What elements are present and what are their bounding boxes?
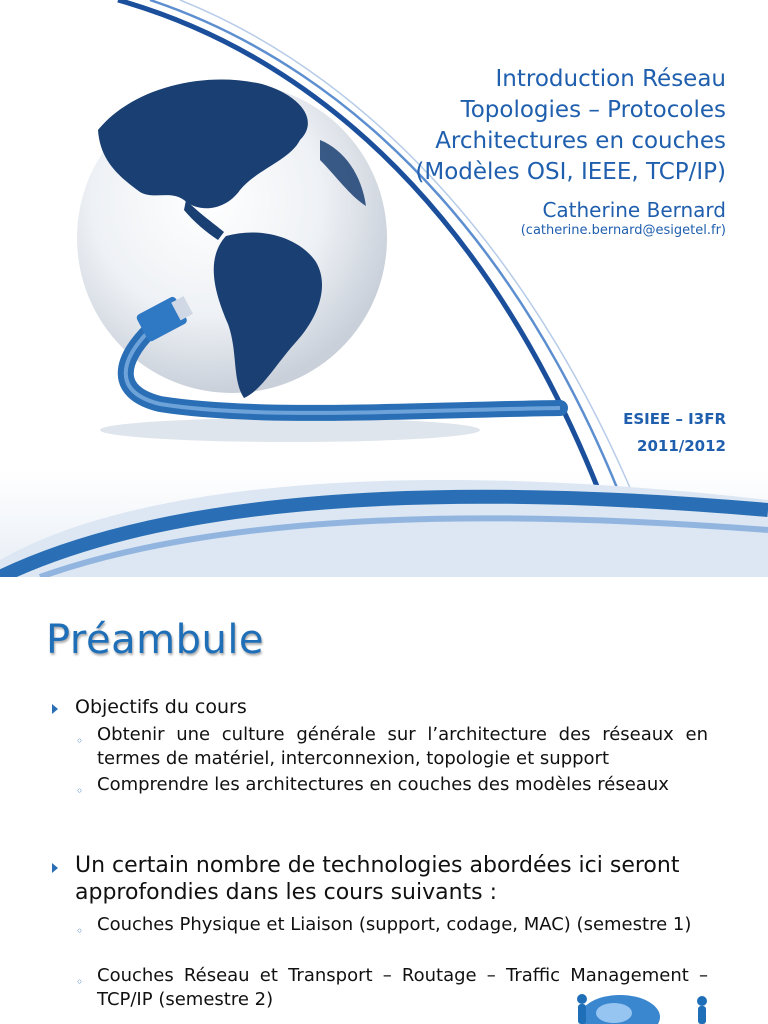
circle-bullet-icon: ◦ — [76, 784, 84, 798]
sub-bullet-text: Comprendre les architectures en couches des modèles réseaux — [97, 774, 669, 795]
sub-bullet-text: Couches Réseau et Transport – Routage – Traffic Management – TCP/IP (semestre 2) — [97, 965, 708, 1010]
circle-bullet-icon: ◦ — [76, 924, 84, 938]
title-line: Introduction Réseau — [495, 66, 726, 92]
slide-title: Préambule — [46, 617, 265, 663]
title-line: (Modèles OSI, IEEE, TCP/IP) — [415, 159, 726, 185]
year-label: 2011/2012 — [637, 437, 726, 455]
bullet-text: Objectifs du cours — [75, 696, 247, 718]
sub-bullet-text: Obtenir une culture générale sur l’architecture des réseaux en termes de matériel, interconnexion, topologie et support — [97, 724, 708, 769]
school-label: ESIEE – I3FR — [623, 410, 726, 428]
author-email: (catherine.bernard@esigetel.fr) — [520, 223, 726, 238]
sub-bullet — [76, 913, 708, 937]
circle-bullet-icon: ◦ — [76, 975, 84, 989]
people-globe-decoration — [560, 987, 730, 1024]
circle-bullet-icon: ◦ — [76, 734, 84, 748]
author-name: Catherine Bernard — [542, 198, 726, 222]
bullet-arrow-icon — [52, 704, 58, 714]
bullet-text-line: Un certain nombre de technologies abordées ici seront — [75, 853, 680, 878]
title-line: Architectures en couches — [435, 128, 726, 154]
title-line: Topologies – Protocoles — [460, 97, 726, 123]
bullet-arrow-icon — [52, 863, 58, 873]
preamble-slide — [0, 577, 768, 1024]
presentation-title — [415, 64, 726, 188]
sub-bullet — [76, 773, 708, 797]
sub-bullet-text: Couches Physique et Liaison (support, codage, MAC) (semestre 1) — [97, 914, 692, 935]
bullet-text-line: approfondies dans les cours suivants : — [75, 880, 498, 905]
sub-bullet — [76, 723, 708, 771]
